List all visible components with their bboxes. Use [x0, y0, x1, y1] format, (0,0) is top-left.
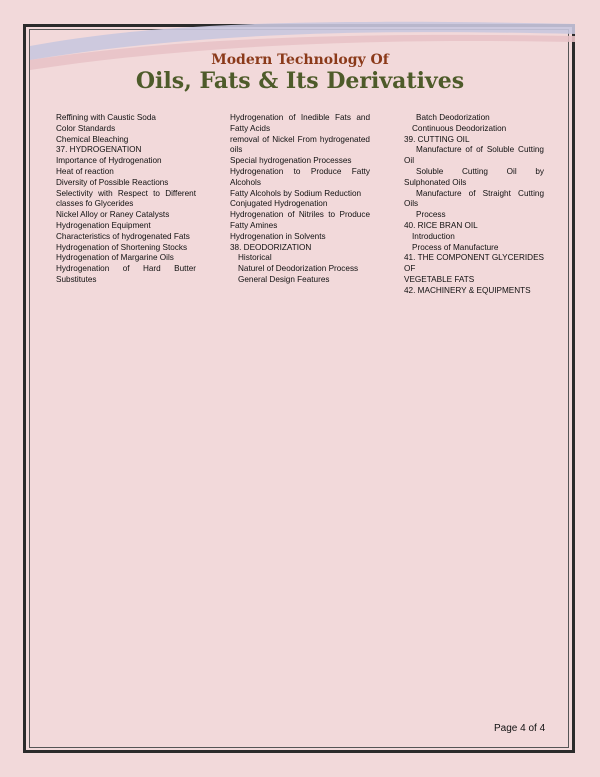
list-item: Process — [416, 210, 446, 220]
list-item: removal of Nickel From hydrogenated — [230, 134, 370, 144]
section-heading: 40. RICE BRAN OIL — [404, 220, 478, 230]
list-item: Diversity of Possible Reactions — [56, 177, 169, 187]
list-item: Importance of Hydrogenation — [56, 156, 162, 166]
list-item: Special hydrogenation Processes — [230, 156, 352, 166]
list-item: Continuous Deodorization — [412, 123, 507, 133]
list-item: classes fo Glycerides — [56, 199, 134, 209]
list-item: Sulphonated Oils — [404, 177, 467, 187]
list-item: Fatty Acids — [230, 123, 271, 133]
list-item: Selectivity with Respect to Different — [56, 188, 196, 198]
list-item: Conjugated Hydrogenation — [230, 199, 328, 209]
list-item: Heat of reaction — [56, 166, 114, 176]
list-item: Batch Deodorization — [416, 113, 490, 122]
list-item: Naturel of Deodorization Process — [238, 264, 359, 274]
list-item: oils — [230, 145, 243, 155]
header-subtitle: Modern Technology Of — [211, 52, 389, 68]
section-heading: 38. DEODORIZATION — [230, 242, 312, 252]
list-item: Oils — [404, 199, 419, 209]
list-item: Soluble Cutting Oil by — [416, 166, 544, 176]
contents-column-2 — [230, 113, 370, 286]
list-item: Manufacture of Straight Cutting — [416, 188, 544, 198]
list-item: Nickel Alloy or Raney Catalysts — [56, 210, 170, 220]
section-heading: 41. THE COMPONENT GLYCERIDES OF — [404, 253, 544, 274]
section-heading: 37. HYDROGENATION — [56, 145, 142, 155]
list-item: Reffining with Caustic Soda — [56, 113, 156, 122]
header-title: Oils, Fats & Its Derivatives — [135, 68, 465, 94]
list-item: Hydrogenation of Margarine Oils — [56, 253, 174, 263]
list-item: Hydrogenation in Solvents — [230, 231, 326, 241]
list-item: Hydrogenation to Produce Fatty — [230, 166, 370, 176]
section-heading: VEGETABLE FATS — [404, 274, 475, 284]
list-item: Chemical Bleaching — [56, 134, 129, 144]
contents-column-1 — [56, 113, 196, 286]
list-item: Fatty Amines — [230, 220, 278, 230]
list-item: General Design Features — [238, 274, 330, 284]
contents-column-3 — [404, 113, 544, 297]
list-item: Characteristics of hydrogenated Fats — [56, 231, 190, 241]
list-item: Substitutes — [56, 274, 97, 284]
list-item: Hydrogenation of Inedible Fats and — [230, 113, 370, 122]
list-item: Historical — [238, 253, 272, 263]
list-item: Oil — [404, 156, 415, 166]
list-item: Process of Manufacture — [412, 242, 499, 252]
list-item: Hydrogenation of Nitriles to Produce — [230, 210, 370, 220]
list-item: Introduction — [412, 231, 455, 241]
section-heading: 42. MACHINERY & EQUIPMENTS — [404, 285, 531, 295]
list-item: Alcohols — [230, 177, 261, 187]
list-item: Fatty Alcohols by Sodium Reduction — [230, 188, 362, 198]
section-heading: 39. CUTTING OIL — [404, 134, 470, 144]
list-item: Hydrogenation of Shortening Stocks — [56, 242, 188, 252]
list-item: Hydrogenation of Hard Butter — [56, 264, 196, 274]
list-item: Hydrogenation Equipment — [56, 220, 151, 230]
list-item: Color Standards — [56, 123, 116, 133]
page-number: Page 4 of 4 — [494, 723, 546, 734]
list-item: Manufacture of of Soluble Cutting — [416, 145, 544, 155]
